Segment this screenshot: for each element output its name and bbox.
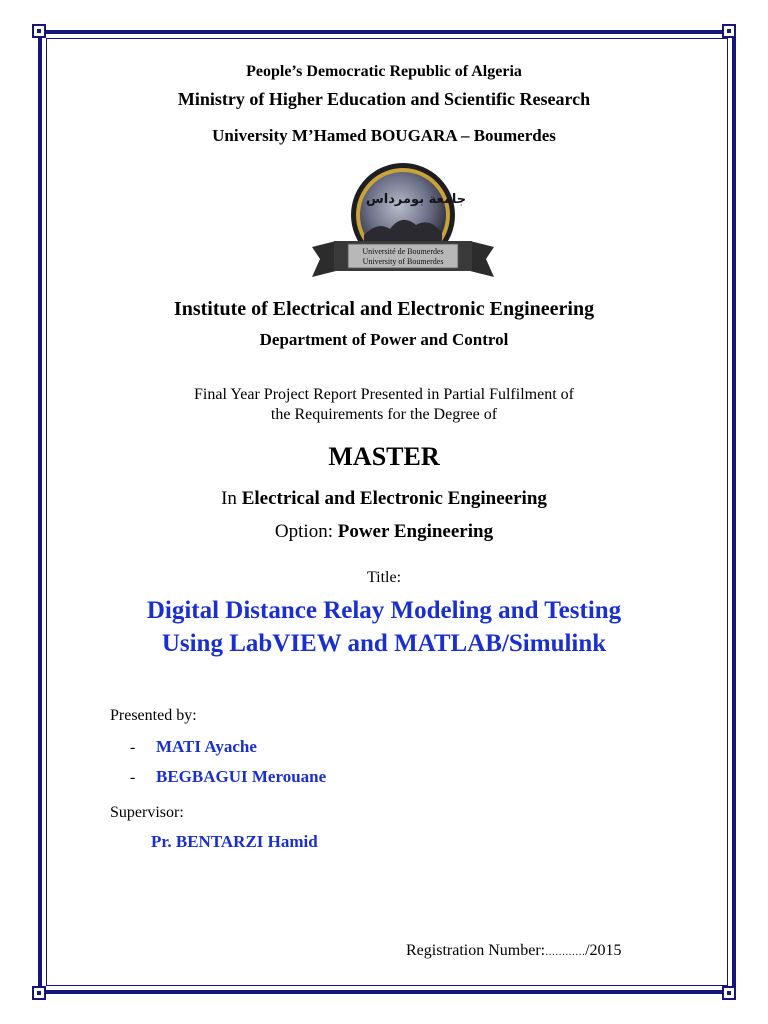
corner-ornament-top-left (32, 24, 46, 38)
report-statement-line1: Final Year Project Report Presented in Partial Fulfilment of (194, 386, 574, 403)
ribbon-right-tail (470, 241, 494, 277)
option-value: Power Engineering (337, 521, 494, 542)
university-seal-icon (312, 163, 494, 283)
ministry-heading: Ministry of Higher Education and Scientific Research (177, 89, 591, 109)
degree-title: MASTER (328, 442, 440, 471)
student-name: MATI Ayache (156, 737, 257, 756)
option-prefix: Option: (274, 521, 338, 542)
corner-ornament-top-right (722, 24, 736, 38)
registration-dots: ………… (545, 947, 586, 958)
ribbon-text-english: University of Boumerdes (362, 257, 444, 266)
seal-arabic-text: جامعة بومرداس (365, 192, 467, 207)
field-value: Electrical and Electronic Engineering (241, 488, 547, 509)
supervisor-name: Pr. BENTARZI Hamid (151, 832, 318, 851)
corner-ornament-bottom-right (722, 986, 736, 1000)
supervisor-label: Supervisor: (110, 804, 184, 821)
corner-ornament-bottom-left (32, 986, 46, 1000)
registration-number (406, 942, 622, 960)
university-heading: University M’Hamed BOUGARA – Boumerdes (212, 126, 556, 145)
project-title-line1: Digital Distance Relay Modeling and Testing (146, 597, 622, 624)
option-line (0, 521, 768, 543)
title-label: Title: (366, 569, 402, 586)
field-line (0, 488, 768, 510)
student-name: BEGBAGUI Merouane (156, 767, 327, 786)
ribbon-text-french: Université de Boumerdes (362, 247, 444, 256)
student-dash: - (130, 769, 136, 786)
institute-heading: Institute of Electrical and Electronic Engineering (173, 298, 595, 320)
registration-year: /2015 (585, 942, 622, 959)
field-prefix: In (221, 488, 242, 509)
student-item (130, 767, 326, 787)
presented-by-label: Presented by: (110, 707, 197, 724)
report-statement-line2: the Requirements for the Degree of (270, 406, 498, 423)
department-heading: Department of Power and Control (259, 330, 509, 349)
registration-label: Registration Number: (406, 942, 546, 959)
student-item (130, 737, 257, 757)
student-dash: - (130, 739, 136, 756)
republic-heading: People’s Democratic Republic of Algeria (246, 63, 522, 80)
ribbon-left-tail (312, 241, 336, 277)
project-title-line2: Using LabVIEW and MATLAB/Simulink (161, 630, 607, 657)
